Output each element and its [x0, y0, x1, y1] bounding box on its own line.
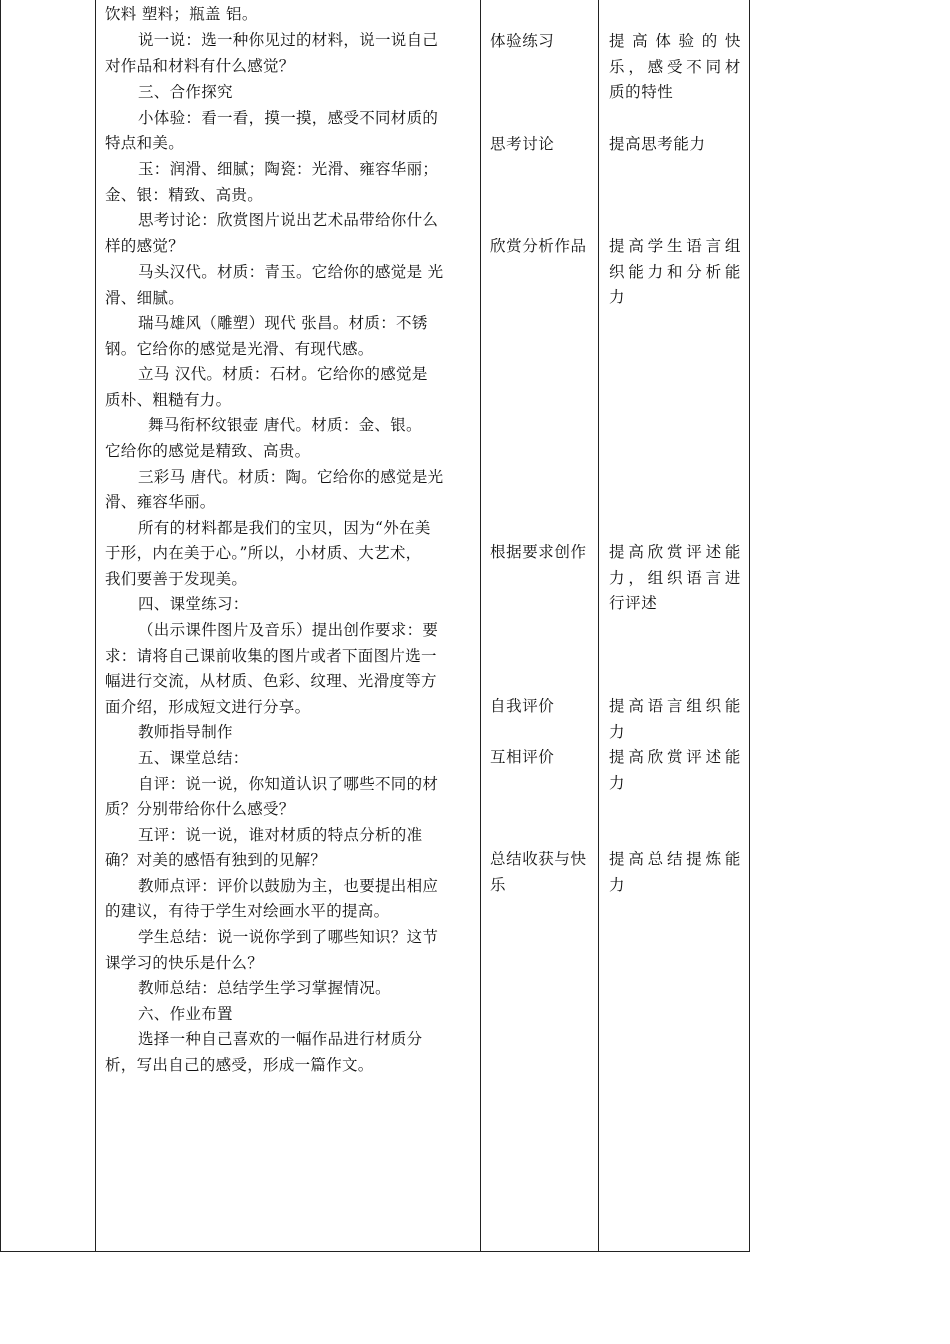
design-intent-cell: [609, 847, 741, 898]
student-activity-text: 互相评价: [490, 748, 555, 766]
design-intent-text: 提高思考能力: [609, 135, 706, 153]
design-intent-cell: [609, 694, 741, 745]
table-border-bottom: [0, 1251, 750, 1252]
student-activity-text: 体验练习: [490, 32, 555, 50]
design-intent-text: 提高学生语言组: [609, 237, 741, 255]
student-activity-cell: [490, 132, 592, 158]
body-text-line: 幅进行交流，从材质、色彩、纹理、光滑度等方: [105, 672, 437, 690]
body-text-line: 自评：说一说，你知道认识了哪些不同的材: [138, 775, 439, 793]
design-intent-text: 力: [609, 875, 626, 894]
student-activity-cell: [490, 540, 592, 566]
design-intent-text: 提高语言组织能: [609, 697, 741, 715]
body-text-line: 特点和美。: [105, 134, 185, 152]
table-divider-1: [95, 0, 96, 1251]
table-divider-3: [598, 0, 599, 1251]
design-intent-cell: [609, 745, 741, 796]
design-intent-text: 力: [609, 288, 626, 307]
body-text-line: 说一说：选一种你见过的材料，说一说自己: [138, 31, 439, 49]
body-text-line: （出示课件图片及音乐）提出创作要求：要: [138, 621, 439, 639]
design-intent-text: 乐，感受不同材: [609, 57, 741, 76]
body-text-line: 质朴、粗糙有力。: [105, 391, 232, 409]
body-text-line: 滑、细腻。: [105, 289, 185, 307]
student-activity-cell: [490, 694, 592, 720]
body-text-line: 于形，内在美于心。”所以，小材质、大艺术，: [105, 544, 422, 562]
body-text-line: 质？分别带给你什么感受？: [105, 800, 295, 818]
student-activity-cell: [490, 29, 592, 55]
body-text-line: 金、银：精致、高贵。: [105, 186, 264, 204]
design-intent-text: 提高欣赏评述能: [609, 543, 741, 561]
body-text-line: 对作品和材料有什么感觉？: [105, 57, 295, 75]
design-intent-text: 力: [609, 773, 626, 792]
student-activity-text: 乐: [490, 875, 507, 894]
body-text-line: 钢。它给你的感觉是光滑、有现代感。: [105, 340, 374, 358]
body-text-line: 所有的材料都是我们的宝贝，因为“外在美: [138, 519, 431, 537]
body-text-line: 立马 汉代。材质：石材。它给你的感觉是: [138, 365, 428, 383]
body-text-line: 学生总结：说一说你学到了哪些知识？这节: [138, 928, 439, 946]
body-text-line: 瑞马雄风（雕塑）现代 张昌。材质：不锈: [138, 314, 428, 332]
student-activity-text: 欣赏分析作品: [490, 237, 587, 255]
design-intent-text: 力: [609, 722, 626, 741]
body-text-line: 析，写出自己的感受，形成一篇作文。: [105, 1056, 374, 1074]
body-text-line: 舞马衔杯纹银壶 唐代。材质：金、银。: [148, 416, 422, 434]
student-activity-text: 总结收获与快: [490, 850, 587, 868]
body-text-line: 玉：润滑、细腻；陶瓷：光滑、雍容华丽；: [138, 160, 439, 178]
table-border-left: [0, 0, 1, 1251]
student-activity-text: 自我评价: [490, 697, 555, 715]
design-intent-text: 提高欣赏评述能: [609, 748, 741, 766]
table-divider-2: [480, 0, 481, 1251]
design-intent-text: 力，组织语言进: [609, 568, 741, 587]
design-intent-cell: [609, 29, 741, 106]
body-text-line: 教师总结：总结学生学习掌握情况。: [138, 979, 391, 997]
body-text-line: 四、课堂练习：: [138, 595, 249, 613]
body-text-line: 的建议，有待于学生对绘画水平的提高。: [105, 902, 390, 920]
design-intent-text: 行评述: [609, 594, 658, 613]
design-intent-text: 提高体验的快: [609, 32, 741, 50]
student-activity-cell: [490, 234, 592, 260]
body-text-line: 饮料 塑料；瓶盖 铝。: [105, 5, 258, 23]
body-text-line: 确？对美的感悟有独到的见解？: [105, 851, 327, 869]
body-text-line: 思考讨论：欣赏图片说出艺术品带给你什么: [138, 211, 439, 229]
body-text-line: 滑、雍容华丽。: [105, 493, 216, 511]
body-text-line: 互评：说一说，谁对材质的特点分析的准: [138, 826, 423, 844]
student-activity-text: 根据要求创作: [490, 543, 587, 561]
design-intent-text: 质的特性: [609, 83, 674, 102]
student-activity-cell: [490, 745, 592, 771]
body-text-line: 三彩马 唐代。材质：陶。它给你的感觉是光: [138, 468, 444, 486]
body-text-line: 教师指导制作: [138, 723, 233, 741]
body-text-line: 面介绍，形成短文进行分享。: [105, 698, 311, 716]
body-text-line: 教师点评：评价以鼓励为主，也要提出相应: [138, 877, 439, 895]
design-intent-cell: [609, 540, 741, 617]
body-text-line: 它给你的感觉是精致、高贵。: [105, 442, 311, 460]
body-text-line: 六、作业布置: [138, 1005, 233, 1023]
body-text-line: 样的感觉？: [105, 237, 185, 255]
student-activity-cell: [490, 847, 592, 898]
table-border-right: [749, 0, 750, 1251]
student-activity-text: 思考讨论: [490, 135, 555, 153]
body-text-line: 选择一种自己喜欢的一幅作品进行材质分: [138, 1030, 423, 1048]
design-intent-text: 提高总结提炼能: [609, 850, 741, 868]
design-intent-text: 织能力和分析能: [609, 262, 741, 281]
design-intent-cell: [609, 132, 741, 158]
body-text-line: 马头汉代。材质：青玉。它给你的感觉是 光: [138, 263, 444, 281]
body-text-line: 三、合作探究: [138, 83, 233, 101]
body-text-line: 五、课堂总结：: [138, 749, 249, 767]
body-text-line: 求：请将自己课前收集的图片或者下面图片选一: [105, 647, 437, 665]
body-text-line: 小体验：看一看，摸一摸，感受不同材质的: [138, 109, 439, 127]
design-intent-cell: [609, 234, 741, 311]
body-text-line: 课学习的快乐是什么？: [105, 954, 264, 972]
body-text-line: 我们要善于发现美。: [105, 570, 248, 588]
